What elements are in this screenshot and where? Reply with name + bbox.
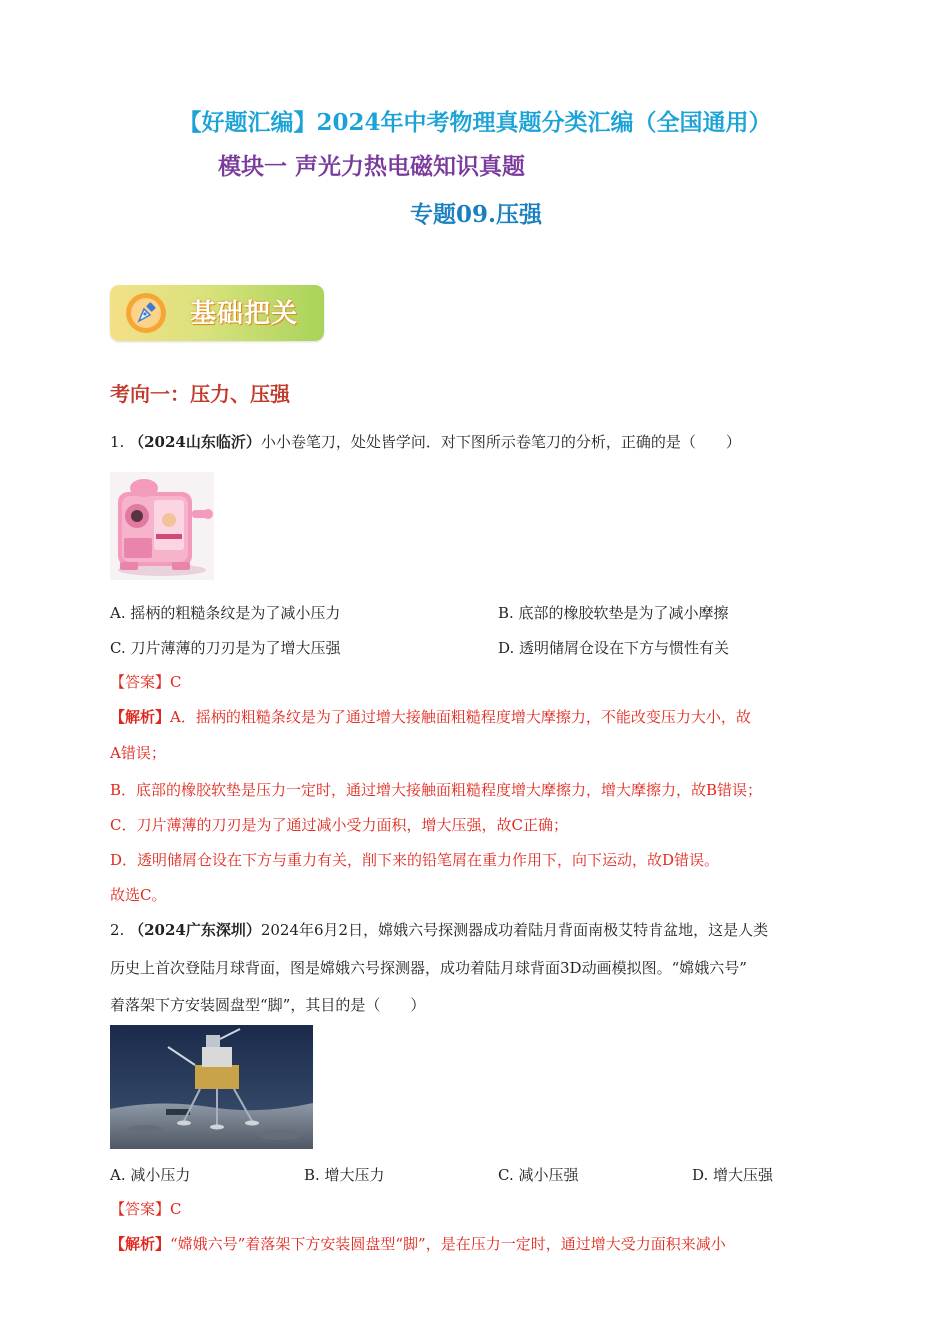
answer-tag: 【答案】 bbox=[110, 1200, 171, 1218]
answer-tag: 【答案】 bbox=[110, 673, 171, 691]
question-text: 小小卷笔刀，处处皆学问．对下图所示卷笔刀的分析，正确的是（ ） bbox=[260, 433, 741, 451]
question-1-analysis-line: 故选C。 bbox=[110, 886, 167, 904]
question-2-stem-line: 历史上首次登陆月球背面，图是嫦娥六号探测器，成功着陆月球背面3D动画模拟图。“嫦娥六号” bbox=[110, 959, 747, 977]
question-source: （2024广东深圳） bbox=[129, 921, 261, 939]
pen-nib-icon bbox=[126, 293, 166, 333]
analysis-tag: 【解析】 bbox=[110, 708, 171, 726]
question-1-analysis-line bbox=[110, 707, 751, 727]
question-2-option-a: A. 减小压力 bbox=[110, 1166, 191, 1184]
analysis-tag: 【解析】 bbox=[110, 1235, 171, 1253]
topic-title: 专题09.压强 bbox=[410, 201, 543, 228]
question-source: （2024山东临沂） bbox=[129, 433, 261, 451]
question-text: 2024年6月2日，嫦娥六号探测器成功着陆月背面南极艾特肯盆地，这是人类 bbox=[260, 921, 769, 939]
basic-level-badge bbox=[110, 285, 324, 341]
question-1-analysis-line: A错误； bbox=[110, 744, 166, 762]
question-1-option-c: C. 刀片薄薄的刀刃是为了增大压强 bbox=[110, 639, 341, 657]
answer-value: C bbox=[170, 1200, 182, 1218]
question-1-option-b: B. 底部的橡胶软垫是为了减小摩擦 bbox=[498, 604, 729, 622]
question-2-answer bbox=[110, 1199, 182, 1219]
analysis-text: “嫦娥六号”着落架下方安装圆盘型“脚”，是在压力一定时，通过增大受力面积来减小 bbox=[170, 1235, 726, 1253]
pencil-sharpener-image bbox=[110, 472, 214, 580]
question-2-stem bbox=[110, 920, 768, 940]
question-2-option-b: B. 增大压力 bbox=[304, 1166, 385, 1184]
question-1-option-a: A. 摇柄的粗糙条纹是为了减小压力 bbox=[110, 604, 341, 622]
lunar-lander-image bbox=[110, 1025, 313, 1149]
badge-label: 基础把关 bbox=[190, 299, 299, 329]
question-2-option-d: D. 增大压强 bbox=[692, 1166, 774, 1184]
section-title: 考向一：压力、压强 bbox=[110, 382, 290, 406]
question-1-stem bbox=[110, 432, 741, 452]
question-1-analysis-line: D．透明储屑仓设在下方与重力有关，削下来的铅笔屑在重力作用下，向下运动，故D错误。 bbox=[110, 851, 720, 869]
question-1-analysis-line: B．底部的橡胶软垫是压力一定时，通过增大接触面粗糙程度增大摩擦力，增大摩擦力，故B错误； bbox=[110, 781, 763, 799]
question-1-analysis-line: C．刀片薄薄的刀刃是为了通过减小受力面积，增大压强，故C正确； bbox=[110, 816, 568, 834]
question-2-stem-line: 着落架下方安装圆盘型“脚”，其目的是（ ） bbox=[110, 996, 426, 1014]
question-2-analysis-line bbox=[110, 1234, 726, 1254]
question-1-answer bbox=[110, 672, 182, 692]
question-number: 2. bbox=[110, 921, 125, 939]
question-1-option-d: D. 透明储屑仓设在下方与惯性有关 bbox=[498, 639, 730, 657]
question-number: 1. bbox=[110, 433, 125, 451]
answer-value: C bbox=[170, 673, 182, 691]
analysis-text: A．摇柄的粗糙条纹是为了通过增大接触面粗糙程度增大摩擦力，不能改变压力大小，故 bbox=[170, 708, 751, 726]
document-title: 【好题汇编】2024年中考物理真题分类汇编（全国通用） bbox=[178, 109, 772, 136]
module-title: 模块一 声光力热电磁知识真题 bbox=[218, 153, 526, 180]
question-2-option-c: C. 减小压强 bbox=[498, 1166, 579, 1184]
